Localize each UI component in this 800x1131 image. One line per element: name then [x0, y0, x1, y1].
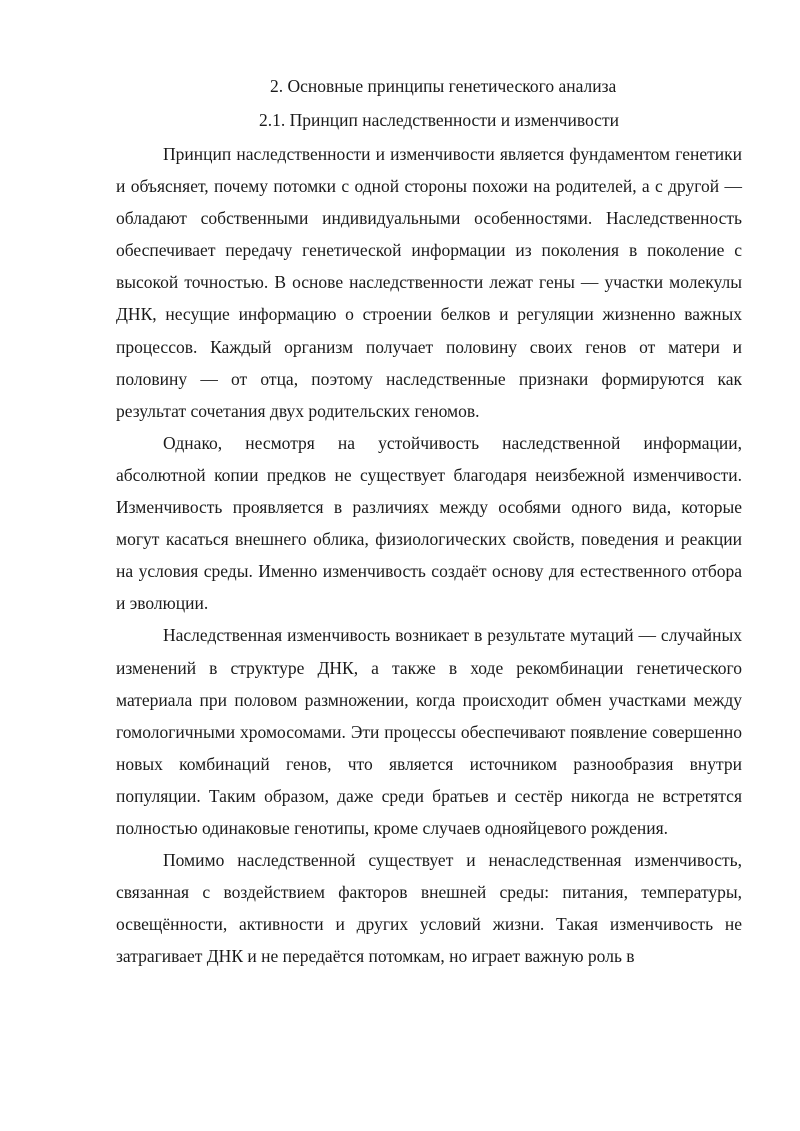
section-title: 2. Основные принципы генетического анализа — [270, 76, 617, 96]
document-body — [116, 138, 742, 972]
paragraph: Однако, несмотря на устойчивость наследственной информации, абсолютной копии предков не существует благодаря неизбежной изменчивости. Изменчивость проявляется в различиях между особями одного вида, которые могут касаться внешнего облика, физиологических свойств, поведения и реакции на условия среды. Именно изменчивость создаёт основу для естественного отбора и эволюции. — [116, 432, 742, 614]
paragraph: Помимо наследственной существует и ненаследственная изменчивость, связанная с воздействием факторов внешней среды: питания, температуры, освещённости, активности и других условий жизни. Такая изменчивость не затрагивает ДНК и не передаётся потомкам, но играет важную роль в — [116, 850, 742, 967]
paragraph: Принцип наследственности и изменчивости является фундаментом генетики и объясняет, почему потомки с одной стороны похожи на родителей, а с другой — обладают собственными индивидуальными особенностями. Наследственность обеспечивает передачу генетической информации из поколения в поколение с высокой точностью. В основе наследственности лежат гены — участки молекулы ДНК, несущие информацию о строении белков и регуляции жизненно важных процессов. Каждый организм получает половину своих генов от матери и половину — от отца, поэтому наследственные признаки формируются как результат сочетания двух родительских геномов. — [116, 144, 742, 421]
paragraph: Наследственная изменчивость возникает в результате мутаций — случайных изменений в структуре ДНК, а также в ходе рекомбинации генетического материала при половом размножении, когда происходит обмен участками между гомологичными хромосомами. Эти процессы обеспечивают появление совершенно новых комбинаций генов, что является источником разнообразия внутри популяции. Таким образом, даже среди братьев и сестёр никогда не встретятся полностью одинаковые генотипы, кроме случаев однояйцевого рождения. — [116, 625, 742, 838]
subsection-title: 2.1. Принцип наследственности и изменчивости — [259, 110, 619, 130]
